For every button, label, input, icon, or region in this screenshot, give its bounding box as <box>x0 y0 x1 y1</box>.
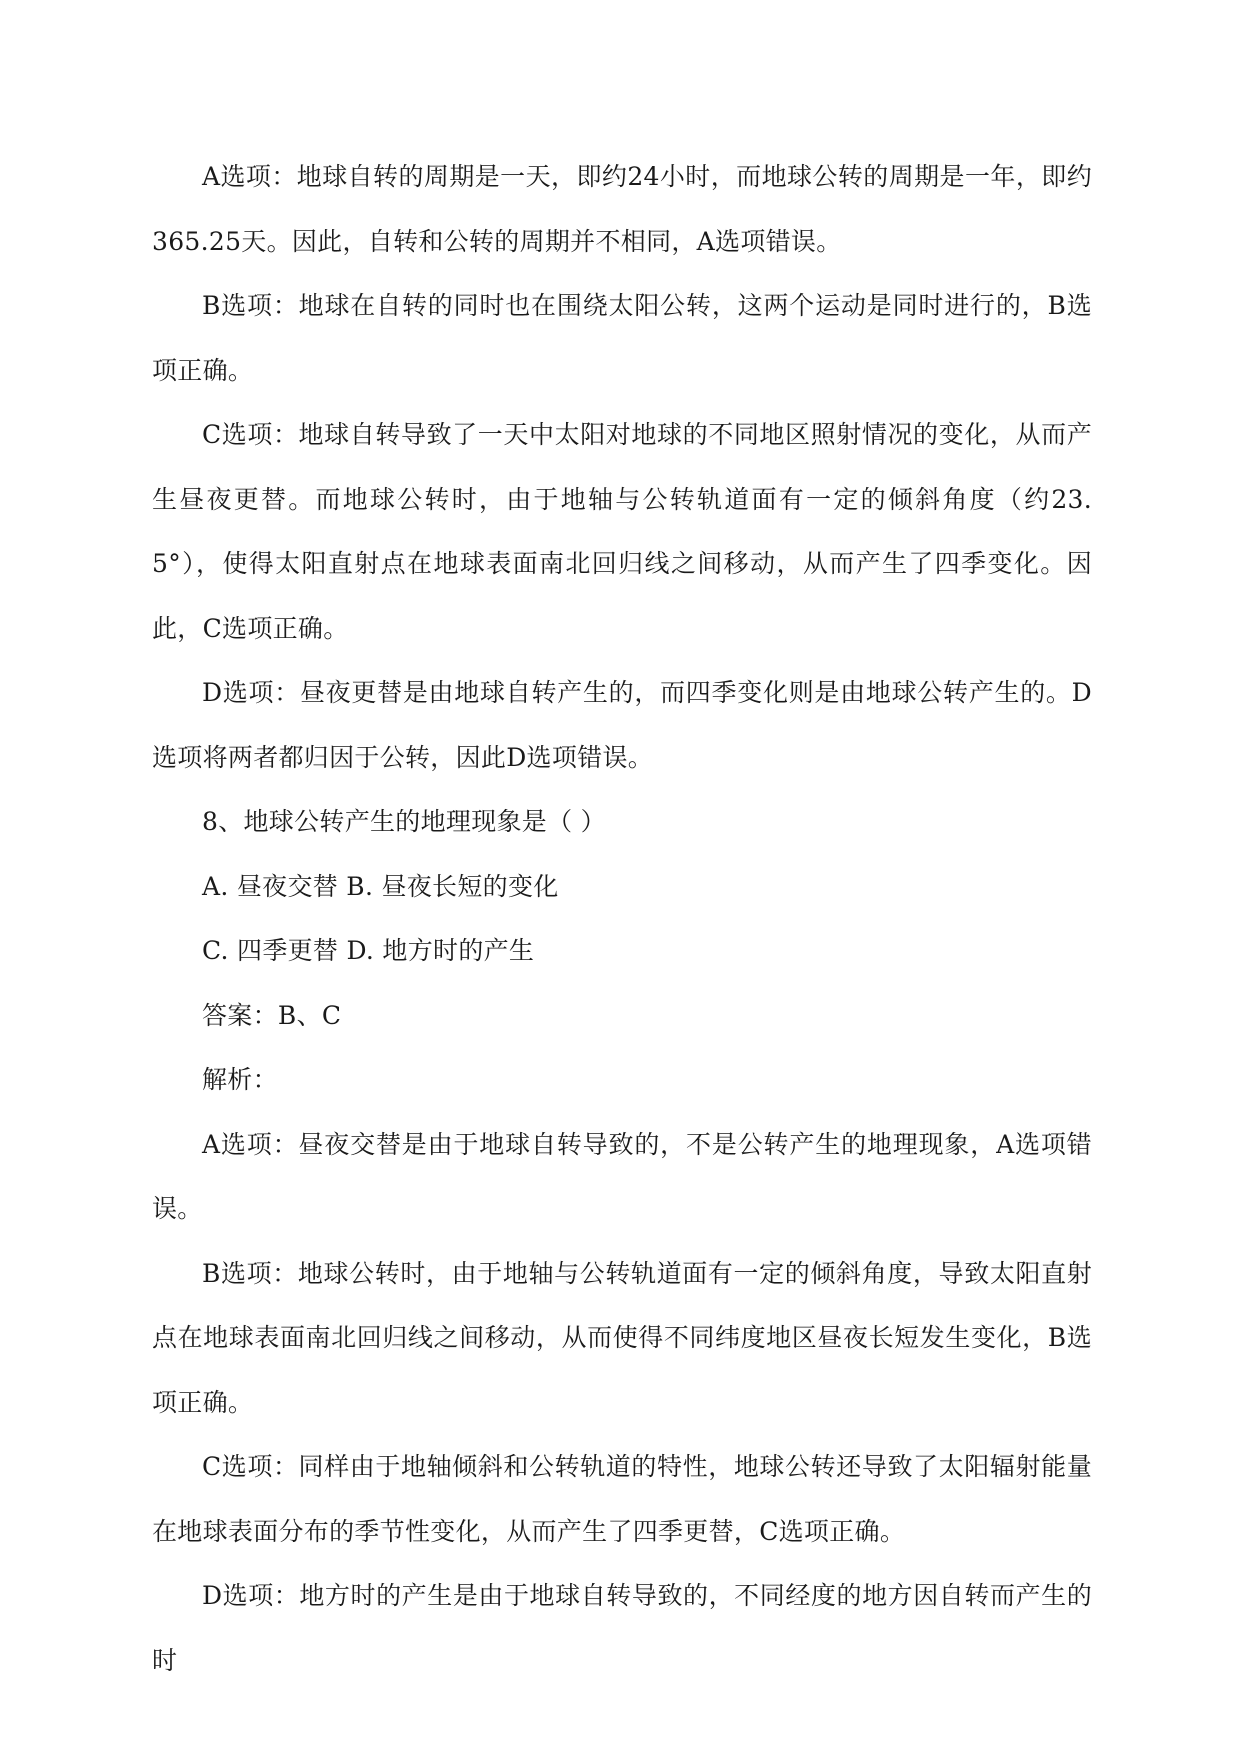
question-8-options-ab: A. 昼夜交替 B. 昼夜长短的变化 <box>202 871 559 901</box>
paragraph-option-b-simultaneous: B选项：地球在自转的同时也在围绕太阳公转，这两个运动是同时进行的，B选项正确。 <box>152 291 1092 385</box>
paragraph-option-a-rotation-period: A选项：地球自转的周期是一天，即约24小时，而地球公转的周期是一年，即约365.25天。因此，自转和公转的周期并不相同，A选项错误。 <box>152 162 1092 256</box>
paragraph-option-c-day-night-seasons: C选项：地球自转导致了一天中太阳对地球的不同地区照射情况的变化，从而产生昼夜更替。而地球公转时，由于地轴与公转轨道面有一定的倾斜角度（约23.5°），使得太阳直射点在地球表面南北回归线之间移动，从而产生了四季变化。因此，C选项正确。 <box>152 420 1092 643</box>
analysis-option-d: D选项：地方时的产生是由于地球自转导致的，不同经度的地方因自转而产生的时 <box>152 1581 1092 1675</box>
question-8-options-cd: C. 四季更替 D. 地方时的产生 <box>202 936 535 965</box>
document-body <box>152 145 1092 1693</box>
analysis-option-b: B选项：地球公转时，由于地轴与公转轨道面有一定的倾斜角度，导致太阳直射点在地球表面南北回归线之间移动，从而使得不同纬度地区昼夜长短发生变化，B选项正确。 <box>152 1258 1092 1417</box>
question-8-title: 8、地球公转产生的地理现象是（ ） <box>202 807 606 836</box>
question-8-analysis-heading: 解析： <box>202 1065 278 1094</box>
analysis-option-c: C选项：同样由于地轴倾斜和公转轨道的特性，地球公转还导致了太阳辐射能量在地球表面分布的季节性变化，从而产生了四季更替，C选项正确。 <box>152 1452 1092 1546</box>
paragraph-option-d-attribution: D选项：昼夜更替是由地球自转产生的，而四季变化则是由地球公转产生的。D选项将两者都归因于公转，因此D选项错误。 <box>152 678 1092 772</box>
question-8-answer: 答案：B、C <box>202 1000 342 1030</box>
analysis-option-a: A选项：昼夜交替是由于地球自转导致的，不是公转产生的地理现象，A选项错误。 <box>152 1129 1092 1223</box>
